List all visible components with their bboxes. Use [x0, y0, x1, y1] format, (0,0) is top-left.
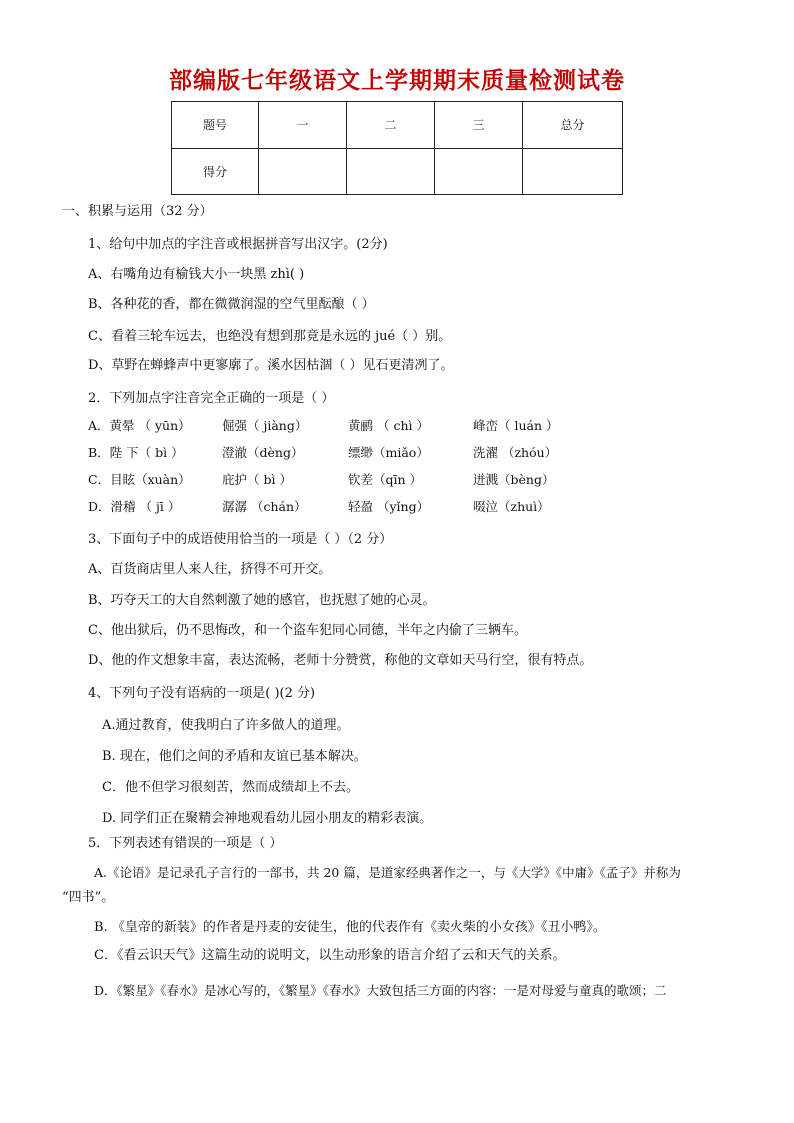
option-row — [88, 471, 708, 489]
score-table — [171, 101, 623, 195]
option-cell: 钦差（qīn ） — [348, 472, 423, 487]
question-stem: 3、下面句子中的成语使用恰当的一项是（ ）（2 分） — [88, 532, 393, 547]
option-cell: 倔强（ jiàng） — [222, 418, 308, 433]
option-cell: 迸溅（bèng） — [473, 472, 555, 487]
page-title: 部编版七年级语文上学期期末质量检测试卷 — [169, 68, 625, 94]
question-option: A.《论语》是记录孔子言行的一部书，共 20 篇，是道家经典著作之一，与《大学》《中庸》《孟子》并称为 — [94, 865, 681, 880]
question-option: C、他出狱后，仍不思悔改，和一个盗车犯同心同德，半年之内偷了三辆车。 — [88, 623, 527, 638]
question-option: B、各种花的香，都在微微润湿的空气里酝酿（ ） — [88, 297, 375, 312]
option-cell: 轻盈 （yǐng） — [348, 499, 430, 514]
question-stem: 5．下列表述有错误的一项是（ ） — [88, 836, 283, 851]
option-row — [88, 498, 708, 516]
question-option: A.通过教育，使我明白了许多做人的道理。 — [102, 718, 350, 733]
score-input-cell[interactable] — [347, 148, 435, 195]
option-cell: D．滑稽 （ jī ） — [88, 499, 181, 514]
score-table-score-row — [172, 148, 623, 195]
question-option: D. 同学们正在聚精会神地观看幼儿园小朋友的精彩表演。 — [102, 811, 433, 826]
question-option: B. 《皇帝的新装》的作者是丹麦的安徒生，他的代表作有《卖火柴的小女孩》《丑小鸭》。 — [94, 920, 606, 935]
question-stem: 4、下列句子没有语病的一项是( )(2 分) — [88, 686, 316, 701]
score-cell: 二 — [347, 102, 435, 149]
score-cell: 题号 — [172, 102, 259, 149]
score-input-cell[interactable] — [435, 148, 523, 195]
option-cell: 潺潺 （chán） — [222, 499, 307, 514]
score-table-header-row — [172, 102, 623, 149]
question-option: A、百货商店里人来人往，挤得不可开交。 — [88, 562, 332, 577]
question-option: D、草野在蝉蜂声中更寥廓了。溪水因枯涸（ ）见石更清冽了。 — [88, 358, 454, 373]
score-cell: 三 — [435, 102, 523, 149]
question-option: B. 现在，他们之间的矛盾和友谊已基本解决。 — [102, 749, 367, 764]
score-cell: 得分 — [172, 148, 259, 195]
option-cell: 洗濯 （zhóu） — [473, 445, 558, 460]
option-cell: 澄澈（dèng） — [222, 445, 304, 460]
question-stem: 1、给句中加点的字注音或根据拼音写出汉字。(2分) — [88, 237, 388, 252]
option-cell: C．目眩（xuàn） — [88, 472, 191, 487]
option-row — [88, 444, 708, 462]
score-cell: 一 — [259, 102, 347, 149]
question-option: C、看着三轮车远去，也绝没有想到那竟是永远的 jué（ ）别。 — [88, 329, 452, 344]
section-heading: 一、积累与运用（32 分） — [62, 204, 213, 219]
question-option-continued: “四书”。 — [62, 890, 115, 905]
option-cell: A．黄晕 （ yūn） — [88, 418, 191, 433]
option-cell: 峰峦（ luán ） — [473, 418, 559, 433]
question-option: B、巧夺天工的大自然刺激了她的感官，也抚慰了她的心灵。 — [88, 593, 436, 608]
option-cell: B．陛 下（ bì ） — [88, 445, 184, 460]
question-option: D．《繁星》《春水》是冰心写的，《繁星》《春水》大致包括三方面的内容：一是对母爱与童真的歌颂；二 — [94, 983, 667, 998]
question-option: C．他不但学习很刻苦，然而成绩却上不去。 — [102, 780, 359, 795]
option-cell: 啜泣（zhuì） — [473, 499, 550, 514]
question-stem: 2．下列加点字注音完全正确的一项是（ ） — [88, 391, 335, 406]
score-cell: 总分 — [523, 102, 623, 149]
option-cell: 缥缈（miǎo） — [348, 445, 429, 460]
score-input-cell[interactable] — [523, 148, 623, 195]
question-option: D、他的作文想象丰富，表达流畅，老师十分赞赏，称他的文章如天马行空，很有特点。 — [88, 653, 593, 668]
question-option: C．《看云识天气》这篇生动的说明文，以生动形象的语言介绍了云和天气的关系。 — [94, 948, 566, 963]
score-input-cell[interactable] — [259, 148, 347, 195]
question-option: A、右嘴角边有榆钱大小一块黑 zhì( ) — [88, 267, 305, 282]
option-cell: 黄鹂 （ chì ） — [348, 418, 429, 433]
option-row — [88, 417, 708, 435]
option-cell: 庇护（ bì ） — [222, 472, 292, 487]
